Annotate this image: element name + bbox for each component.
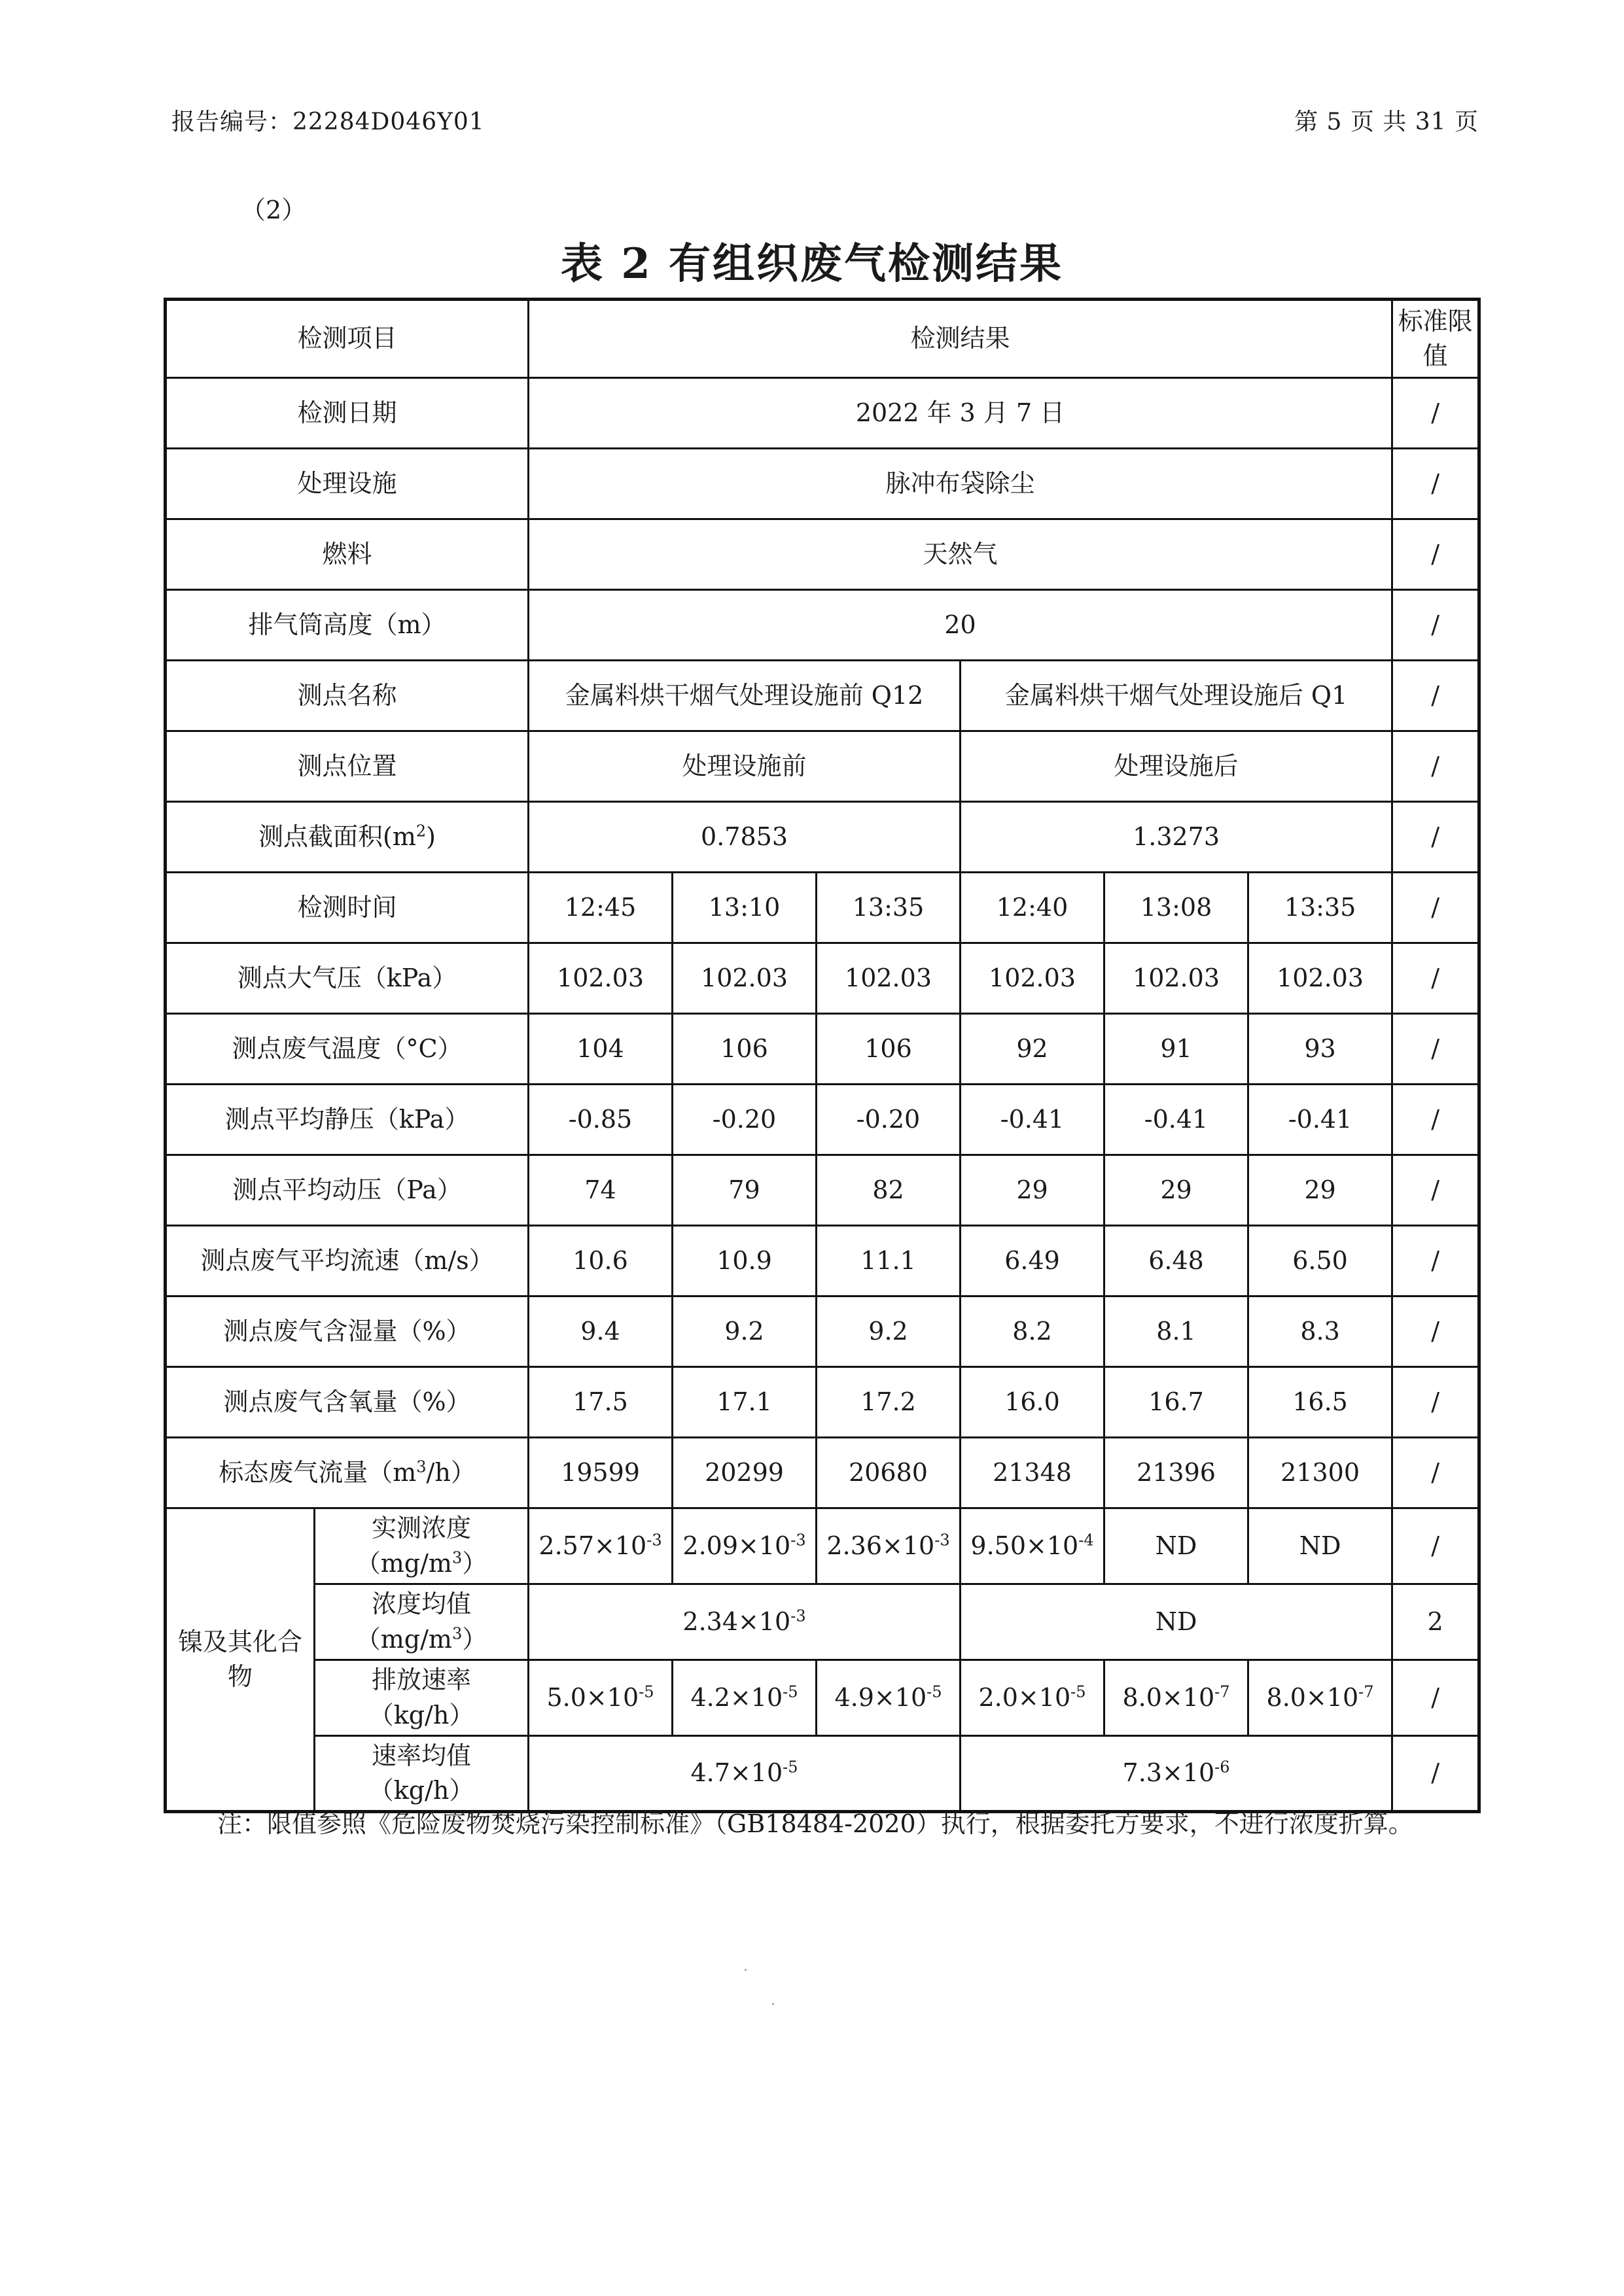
cell-value: 13:35 [1248,873,1392,943]
cell-value: $2.0\times 10^{-5}$ [961,1660,1104,1736]
cell-value: 9.2 [673,1296,817,1367]
cell-limit: / [1392,1736,1479,1812]
cell-value: 12:45 [529,873,673,943]
row-label: 测点废气温度（°C） [166,1014,529,1085]
cell-value: 9.2 [817,1296,961,1367]
cell-value: 8.2 [961,1296,1104,1367]
cell-value: 102.03 [1248,943,1392,1014]
cell-limit: / [1392,590,1479,661]
cell-value: 处理设施前 [529,731,961,802]
cell-limit: 2 [1392,1584,1479,1660]
row-label: 排放速率 （kg/h） [315,1660,529,1736]
header-row [166,300,1479,378]
col-result-header: 检测结果 [529,300,1392,378]
cell-value: 6.48 [1104,1226,1248,1296]
cell-limit: / [1392,1085,1479,1155]
cell-limit: / [1392,731,1479,802]
cell-value: 6.50 [1248,1226,1392,1296]
cell-limit: / [1392,1155,1479,1226]
row-label: 测点废气含湿量（%） [166,1296,529,1367]
row-label: 检测时间 [166,873,529,943]
cell-value: 20299 [673,1438,817,1508]
cell-value: $8.0\times 10^{-7}$ [1104,1660,1248,1736]
cell-limit: / [1392,661,1479,731]
cell-value: 2022 年 3 月 7 日 [529,378,1392,449]
date-row [166,378,1479,449]
row-label: 测点大气压（kPa） [166,943,529,1014]
table-title: 表 2 有组织废气检测结果 [560,239,1064,288]
flow-row [166,1438,1479,1508]
cell-value: 16.0 [961,1367,1104,1438]
cell-value: 91 [1104,1014,1248,1085]
area-row [166,802,1479,873]
cell-value: 102.03 [673,943,817,1014]
nickel-rate-row [166,1660,1479,1736]
param-row [166,1014,1479,1085]
point-position-row [166,731,1479,802]
report-number: 报告编号：22284D046Y01 [171,109,485,135]
cell-value: -0.41 [1248,1085,1392,1155]
cell-value: 79 [673,1155,817,1226]
nickel-avg-rate-row [166,1736,1479,1812]
cell-value: $2.09\times 10^{-3}$ [673,1508,817,1584]
cell-value: 金属料烘干烟气处理设施前 Q12 [529,661,961,731]
cell-value: $4.7\times 10^{-5}$ [529,1736,961,1812]
cell-value: ND [961,1584,1392,1660]
row-label: 测点废气平均流速（m/s） [166,1226,529,1296]
cell-value: -0.41 [1104,1085,1248,1155]
row-label: 处理设施 [166,449,529,519]
param-row [166,1296,1479,1367]
cell-value: 92 [961,1014,1104,1085]
cell-value: 29 [961,1155,1104,1226]
cell-limit: / [1392,378,1479,449]
cell-value: $2.34\times 10^{-3}$ [529,1584,961,1660]
cell-limit: / [1392,1014,1479,1085]
cell-value: $2.36\times 10^{-3}$ [817,1508,961,1584]
cell-value: 12:40 [961,873,1104,943]
cell-value: 20680 [817,1438,961,1508]
cell-value: 10.9 [673,1226,817,1296]
row-label: 测点废气含氧量（%） [166,1367,529,1438]
cell-value: -0.85 [529,1085,673,1155]
footnote: 注：限值参照《危险废物焚烧污染控制标准》（GB18484-2020）执行，根据委托方要求，不进行浓度折算。 [217,1809,1413,1838]
cell-value: 93 [1248,1014,1392,1085]
cell-value: ND [1104,1508,1248,1584]
row-label: 测点截面积$(m^2)$ [166,802,529,873]
scan-speck [772,2003,774,2005]
cell-value: 29 [1248,1155,1392,1226]
row-label: 速率均值 （kg/h） [315,1736,529,1812]
row-label: 测点平均动压（Pa） [166,1155,529,1226]
row-label: 排气筒高度（m） [166,590,529,661]
row-label: 标态废气流量$(m^3/h)$ [166,1438,529,1508]
cell-value: 处理设施后 [961,731,1392,802]
cell-value: 21348 [961,1438,1104,1508]
cell-value: 19599 [529,1438,673,1508]
cell-limit: / [1392,1367,1479,1438]
page-number: 第 5 页 共 31 页 [1294,109,1479,135]
cell-limit: / [1392,873,1479,943]
cell-value: 脉冲布袋除尘 [529,449,1392,519]
cell-value: $8.0\times 10^{-7}$ [1248,1660,1392,1736]
cell-value: 8.1 [1104,1296,1248,1367]
param-row [166,1367,1479,1438]
stack-height-row [166,590,1479,661]
cell-limit: / [1392,943,1479,1014]
scan-speck [745,1969,747,1971]
col-limit-header: 标准限值 [1392,300,1479,378]
nickel-avg-conc-row [166,1584,1479,1660]
cell-value: $2.57\times 10^{-3}$ [529,1508,673,1584]
row-label: 测点位置 [166,731,529,802]
cell-value: 16.5 [1248,1367,1392,1438]
row-label: 实测浓度 $(mg/m^3)$ [315,1508,529,1584]
cell-limit: / [1392,1226,1479,1296]
cell-value: ND [1248,1508,1392,1584]
cell-value: 金属料烘干烟气处理设施后 Q1 [961,661,1392,731]
cell-value: $7.3\times 10^{-6}$ [961,1736,1392,1812]
cell-value: 0.7853 [529,802,961,873]
cell-limit: / [1392,1508,1479,1584]
param-row [166,943,1479,1014]
nickel-group-label: 镍及其化合物 [166,1508,315,1812]
param-row [166,1226,1479,1296]
results-table [164,298,1481,1813]
cell-value: 13:10 [673,873,817,943]
cell-value: 天然气 [529,519,1392,590]
fuel-row [166,519,1479,590]
param-row [166,1085,1479,1155]
cell-value: -0.20 [673,1085,817,1155]
cell-limit: / [1392,1660,1479,1736]
cell-value: 9.4 [529,1296,673,1367]
row-label: 测点平均静压（kPa） [166,1085,529,1155]
cell-value: $9.50\times 10^{-4}$ [961,1508,1104,1584]
cell-value: 104 [529,1014,673,1085]
cell-value: -0.41 [961,1085,1104,1155]
cell-value: 10.6 [529,1226,673,1296]
point-name-row [166,661,1479,731]
cell-value: 17.1 [673,1367,817,1438]
cell-limit: / [1392,1296,1479,1367]
row-label: 燃料 [166,519,529,590]
row-label: 浓度均值 $(mg/m^3)$ [315,1584,529,1660]
cell-limit: / [1392,802,1479,873]
cell-value: $5.0\times 10^{-5}$ [529,1660,673,1736]
cell-value: 17.2 [817,1367,961,1438]
cell-value: 29 [1104,1155,1248,1226]
cell-value: 102.03 [817,943,961,1014]
cell-value: 13:35 [817,873,961,943]
cell-value: 21396 [1104,1438,1248,1508]
col-item-header: 检测项目 [166,300,529,378]
cell-limit: / [1392,519,1479,590]
facility-row [166,449,1479,519]
cell-value: 1.3273 [961,802,1392,873]
cell-limit: / [1392,1438,1479,1508]
cell-value: 21300 [1248,1438,1392,1508]
cell-value: 106 [817,1014,961,1085]
cell-limit: / [1392,449,1479,519]
cell-value: 106 [673,1014,817,1085]
cell-value: 102.03 [961,943,1104,1014]
cell-value: 16.7 [1104,1367,1248,1438]
cell-value: 82 [817,1155,961,1226]
row-label: 测点名称 [166,661,529,731]
cell-value: -0.20 [817,1085,961,1155]
param-row [166,1155,1479,1226]
cell-value: 20 [529,590,1392,661]
cell-value: 13:08 [1104,873,1248,943]
row-label: 检测日期 [166,378,529,449]
cell-value: 74 [529,1155,673,1226]
cell-value: 8.3 [1248,1296,1392,1367]
cell-value: 17.5 [529,1367,673,1438]
cell-value: $4.2\times 10^{-5}$ [673,1660,817,1736]
section-number: （2） [241,196,307,224]
cell-value: 102.03 [1104,943,1248,1014]
param-row [166,873,1479,943]
cell-value: 11.1 [817,1226,961,1296]
cell-value: $4.9\times 10^{-5}$ [817,1660,961,1736]
nickel-measured-row [166,1508,1479,1584]
cell-value: 102.03 [529,943,673,1014]
cell-value: 6.49 [961,1226,1104,1296]
